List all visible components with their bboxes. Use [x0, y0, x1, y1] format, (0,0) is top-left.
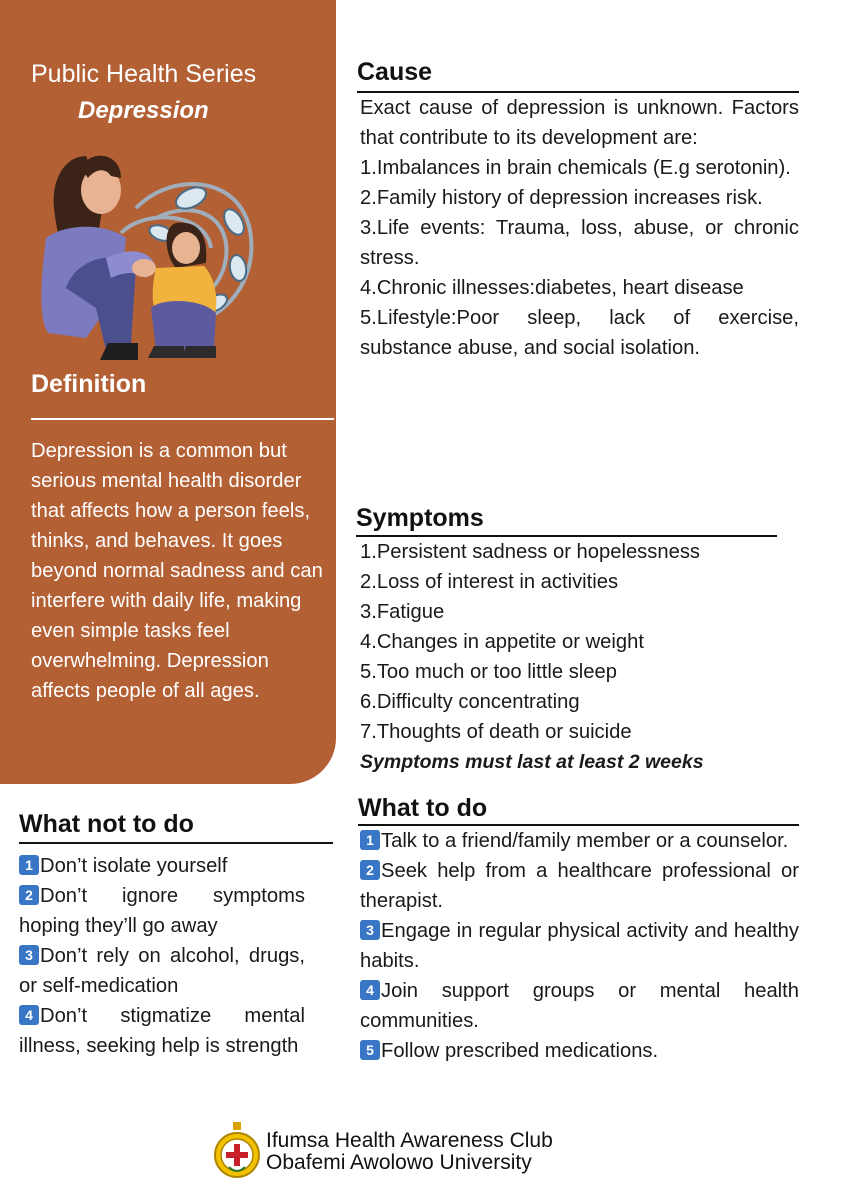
item-text: Don’t stigmatize mental illness, seeking help is strength	[19, 1005, 305, 1057]
club-name: Ifumsa Health Awareness Club	[266, 1129, 553, 1152]
definition-text: Depression is a common but serious mental health disorder that affects how a person feels, thinks, and behaves. It goes beyond normal sadness and can interfere with daily life, making even simple tasks feel overwhelming. Depression affects people of all ages.	[31, 440, 323, 702]
symptom-item: 1.Persistent sadness or hopelessness	[360, 541, 701, 563]
symptom-item: 4.Changes in appetite or weight	[360, 631, 644, 653]
number-badge-icon: 2	[19, 885, 39, 905]
depressed-women-illustration	[26, 138, 276, 370]
item-text: Don’t rely on alcohol, drugs, or self-medication	[19, 945, 305, 997]
definition-heading: Definition	[31, 370, 147, 398]
number-badge-icon: 1	[19, 855, 39, 875]
what-not-to-do-item	[19, 941, 305, 1001]
symptom-item: 2.Loss of interest in activities	[360, 571, 619, 593]
symptoms-list	[360, 537, 799, 777]
what-to-do-item	[360, 826, 799, 856]
what-not-to-do-list	[19, 851, 305, 1061]
what-not-to-do-item	[19, 851, 305, 881]
series-title: Public Health Series	[31, 60, 257, 88]
cause-item: 3.Life events: Trauma, loss, abuse, or chronic stress.	[360, 217, 799, 269]
symptom-item: 6.Difficulty concentrating	[360, 691, 580, 713]
symptoms-heading: Symptoms	[356, 504, 484, 532]
item-text: Join support groups or mental health communities.	[360, 980, 799, 1032]
item-text: Follow prescribed medications.	[381, 1040, 659, 1062]
what-not-to-do-item	[19, 1001, 305, 1061]
item-text: Don’t isolate yourself	[40, 855, 228, 877]
symptom-item: 3.Fatigue	[360, 601, 445, 623]
cause-heading: Cause	[357, 58, 433, 86]
what-to-do-item	[360, 1036, 799, 1066]
definition-divider	[31, 418, 334, 420]
cause-item: 5.Lifestyle:Poor sleep, lack of exercise, substance abuse, and social isolation.	[360, 307, 799, 359]
number-badge-icon: 3	[19, 945, 39, 965]
number-badge-icon: 5	[360, 1040, 380, 1060]
cause-item: 2.Family history of depression increases risk.	[360, 187, 763, 209]
item-text: Talk to a friend/family member or a counselor.	[381, 830, 789, 852]
item-text: Don’t ignore symptoms hoping they’ll go away	[19, 885, 305, 937]
cause-item: 4.Chronic illnesses:diabetes, heart disease	[360, 277, 744, 299]
what-to-do-item	[360, 856, 799, 916]
number-badge-icon: 1	[360, 830, 380, 850]
what-not-to-do-divider	[19, 842, 333, 844]
number-badge-icon: 2	[360, 860, 380, 880]
what-to-do-list	[360, 826, 799, 1066]
university-name: Obafemi Awolowo University	[266, 1151, 532, 1174]
what-not-to-do-heading: What not to do	[19, 810, 194, 838]
what-not-to-do-item	[19, 881, 305, 941]
cause-list	[360, 93, 799, 363]
ifumsa-logo-icon	[213, 1120, 261, 1180]
what-to-do-item	[360, 976, 799, 1036]
what-to-do-heading: What to do	[358, 794, 488, 822]
footer-organization	[266, 1130, 553, 1174]
symptoms-duration-note: Symptoms must last at least 2 weeks	[360, 751, 704, 773]
subject-title: Depression	[78, 97, 209, 124]
cause-item: 1.Imbalances in brain chemicals (E.g serotonin).	[360, 157, 791, 179]
cause-intro: Exact cause of depression is unknown. Factors that contribute to its development are:	[360, 97, 799, 149]
what-to-do-item	[360, 916, 799, 976]
number-badge-icon: 4	[19, 1005, 39, 1025]
item-text: Seek help from a healthcare professional or therapist.	[360, 860, 799, 912]
symptom-item: 5.Too much or too little sleep	[360, 661, 617, 683]
item-text: Engage in regular physical activity and healthy habits.	[360, 920, 799, 972]
symptom-item: 7.Thoughts of death or suicide	[360, 721, 632, 743]
number-badge-icon: 4	[360, 980, 380, 1000]
number-badge-icon: 3	[360, 920, 380, 940]
